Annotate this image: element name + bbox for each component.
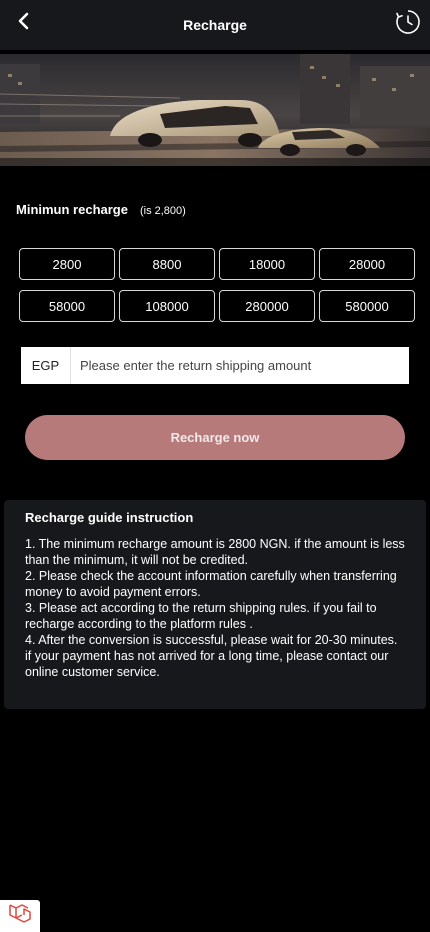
guide-item: 4. After the conversion is successful, please wait for 20-30 minutes. if your payment has not arrived for a long time, please contact our online customer service. <box>25 633 398 679</box>
amount-option[interactable]: 580000 <box>319 290 415 322</box>
amount-option[interactable]: 18000 <box>219 248 315 280</box>
amount-option[interactable]: 2800 <box>19 248 115 280</box>
currency-label: EGP <box>21 347 71 384</box>
laravel-logo-icon <box>7 902 33 931</box>
top-bar <box>0 0 430 50</box>
amount-input[interactable] <box>71 347 409 384</box>
clock-history-icon <box>395 9 421 40</box>
app-badge[interactable] <box>0 900 40 932</box>
amount-option[interactable]: 28000 <box>319 248 415 280</box>
recharge-now-button[interactable]: Recharge now <box>25 415 405 460</box>
guide-title: Recharge guide instruction <box>25 510 194 525</box>
guide-item: 1. The minimum recharge amount is 2800 NGN. if the amount is less than the minimum, it will not be credited. <box>25 537 405 567</box>
minimum-recharge-label: Minimun recharge <box>16 202 128 217</box>
amount-option[interactable]: 8800 <box>119 248 215 280</box>
history-button[interactable] <box>394 10 422 38</box>
amount-option[interactable]: 280000 <box>219 290 315 322</box>
minimum-recharge-value: (is 2,800) <box>139 205 186 217</box>
guide-item: 2. Please check the account information carefully when transferring money to avoid payment errors. <box>25 569 397 599</box>
page-title: Recharge <box>183 17 247 33</box>
amount-options <box>19 248 415 322</box>
amount-option[interactable]: 58000 <box>19 290 115 322</box>
car-banner-image <box>0 54 430 166</box>
guide-item: 3. Please act according to the return shipping rules. if you fail to recharge according to the platform rules . <box>25 601 377 631</box>
amount-input-group <box>21 347 409 384</box>
amount-option[interactable]: 108000 <box>119 290 215 322</box>
recharge-guide-panel <box>4 500 426 709</box>
minimum-recharge-row <box>16 202 186 220</box>
